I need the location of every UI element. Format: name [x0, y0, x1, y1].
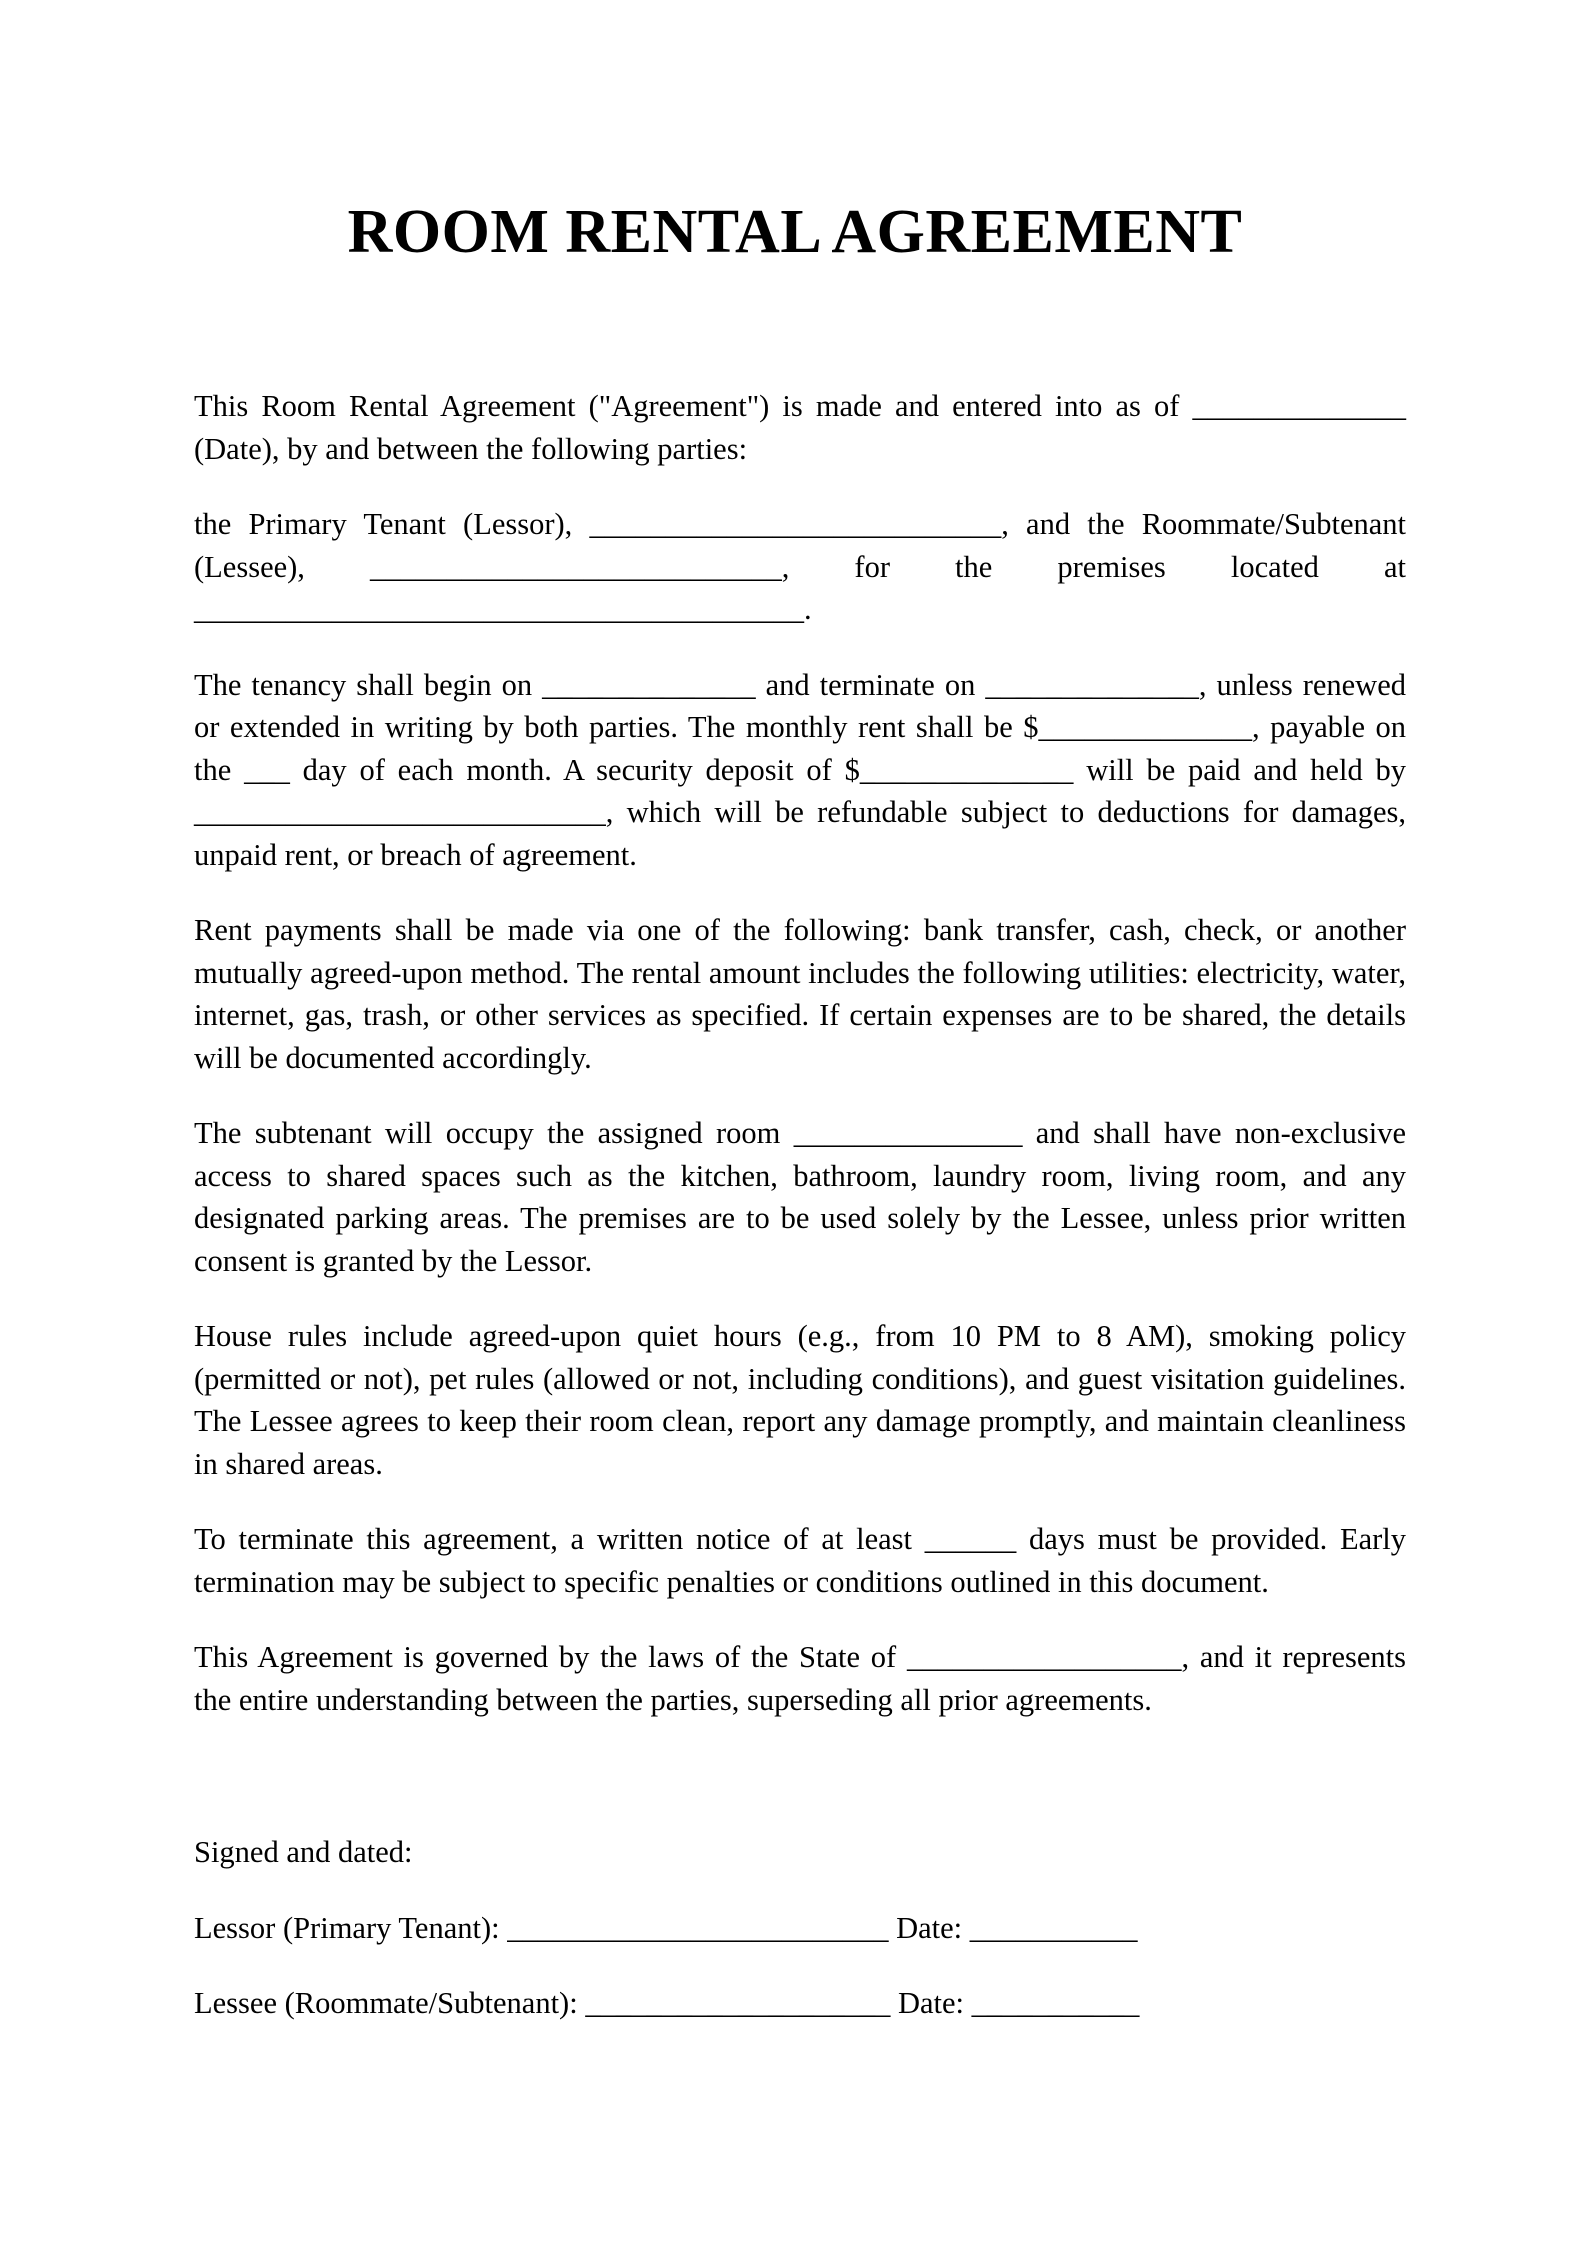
paragraph-occupancy: The subtenant will occupy the assigned room _______________ and shall have non-exclusive access to shared spaces such as the kitchen, bathroom, laundry room, living room, and any designated parking areas. The premises are to be used solely by the Lessee, unless prior written consent is granted by the Lessor.: [194, 1116, 1406, 1278]
paragraph-governing-law: This Agreement is governed by the laws of the State of __________________, and it represents the entire understanding between the parties, superseding all prior agreements.: [194, 1640, 1406, 1717]
paragraph-tenancy-terms: The tenancy shall begin on ______________ and terminate on ______________, unless renewed or extended in writing by both parties. The monthly rent shall be $______________, payable on the ___ day of each month. A security deposit of $______________ will be paid and held by ___________________________, which will be refundable subject to deductions for damages, unpaid rent, or breach of agreement.: [194, 667, 1406, 872]
document-title: ROOM RENTAL AGREEMENT: [347, 198, 1243, 266]
lessee-signature-line: Lessee (Roommate/Subtenant): ____________________ Date: ___________: [194, 1986, 1140, 2020]
paragraph-termination: To terminate this agreement, a written notice of at least ______ days must be provided. Early termination may be subject to specific penalties or conditions outlined in this document.: [194, 1522, 1406, 1599]
signed-and-dated-heading: Signed and dated:: [194, 1835, 413, 1869]
signature-section: [194, 1831, 1406, 2058]
lessor-signature-line: Lessor (Primary Tenant): _________________________ Date: ___________: [194, 1910, 1138, 1945]
paragraph-payments-utilities: Rent payments shall be made via one of the following: bank transfer, cash, check, or another mutually agreed-upon method. The rental amount includes the following utilities: electricity, water, internet, gas, trash, or other services as specified. If certain expenses are to be shared, the details will be documented accordingly.: [194, 913, 1406, 1075]
paragraph-parties: the Primary Tenant (Lessor), ___________________________, and the Roommate/Subtenant (Lessee), ___________________________, for the premises located at ________________________________________.: [194, 507, 1406, 626]
paragraph-house-rules: House rules include agreed-upon quiet hours (e.g., from 10 PM to 8 AM), smoking policy (permitted or not), pet rules (allowed or not, including conditions), and guest visitation guidelines. The Lessee agrees to keep their room clean, report any damage promptly, and maintain cleanliness in shared areas.: [194, 1319, 1406, 1481]
agreement-body: [194, 385, 1406, 1754]
paragraph-parties-intro: This Room Rental Agreement ("Agreement") is made and entered into as of ______________ (Date), by and between the following parties:: [194, 389, 1406, 466]
